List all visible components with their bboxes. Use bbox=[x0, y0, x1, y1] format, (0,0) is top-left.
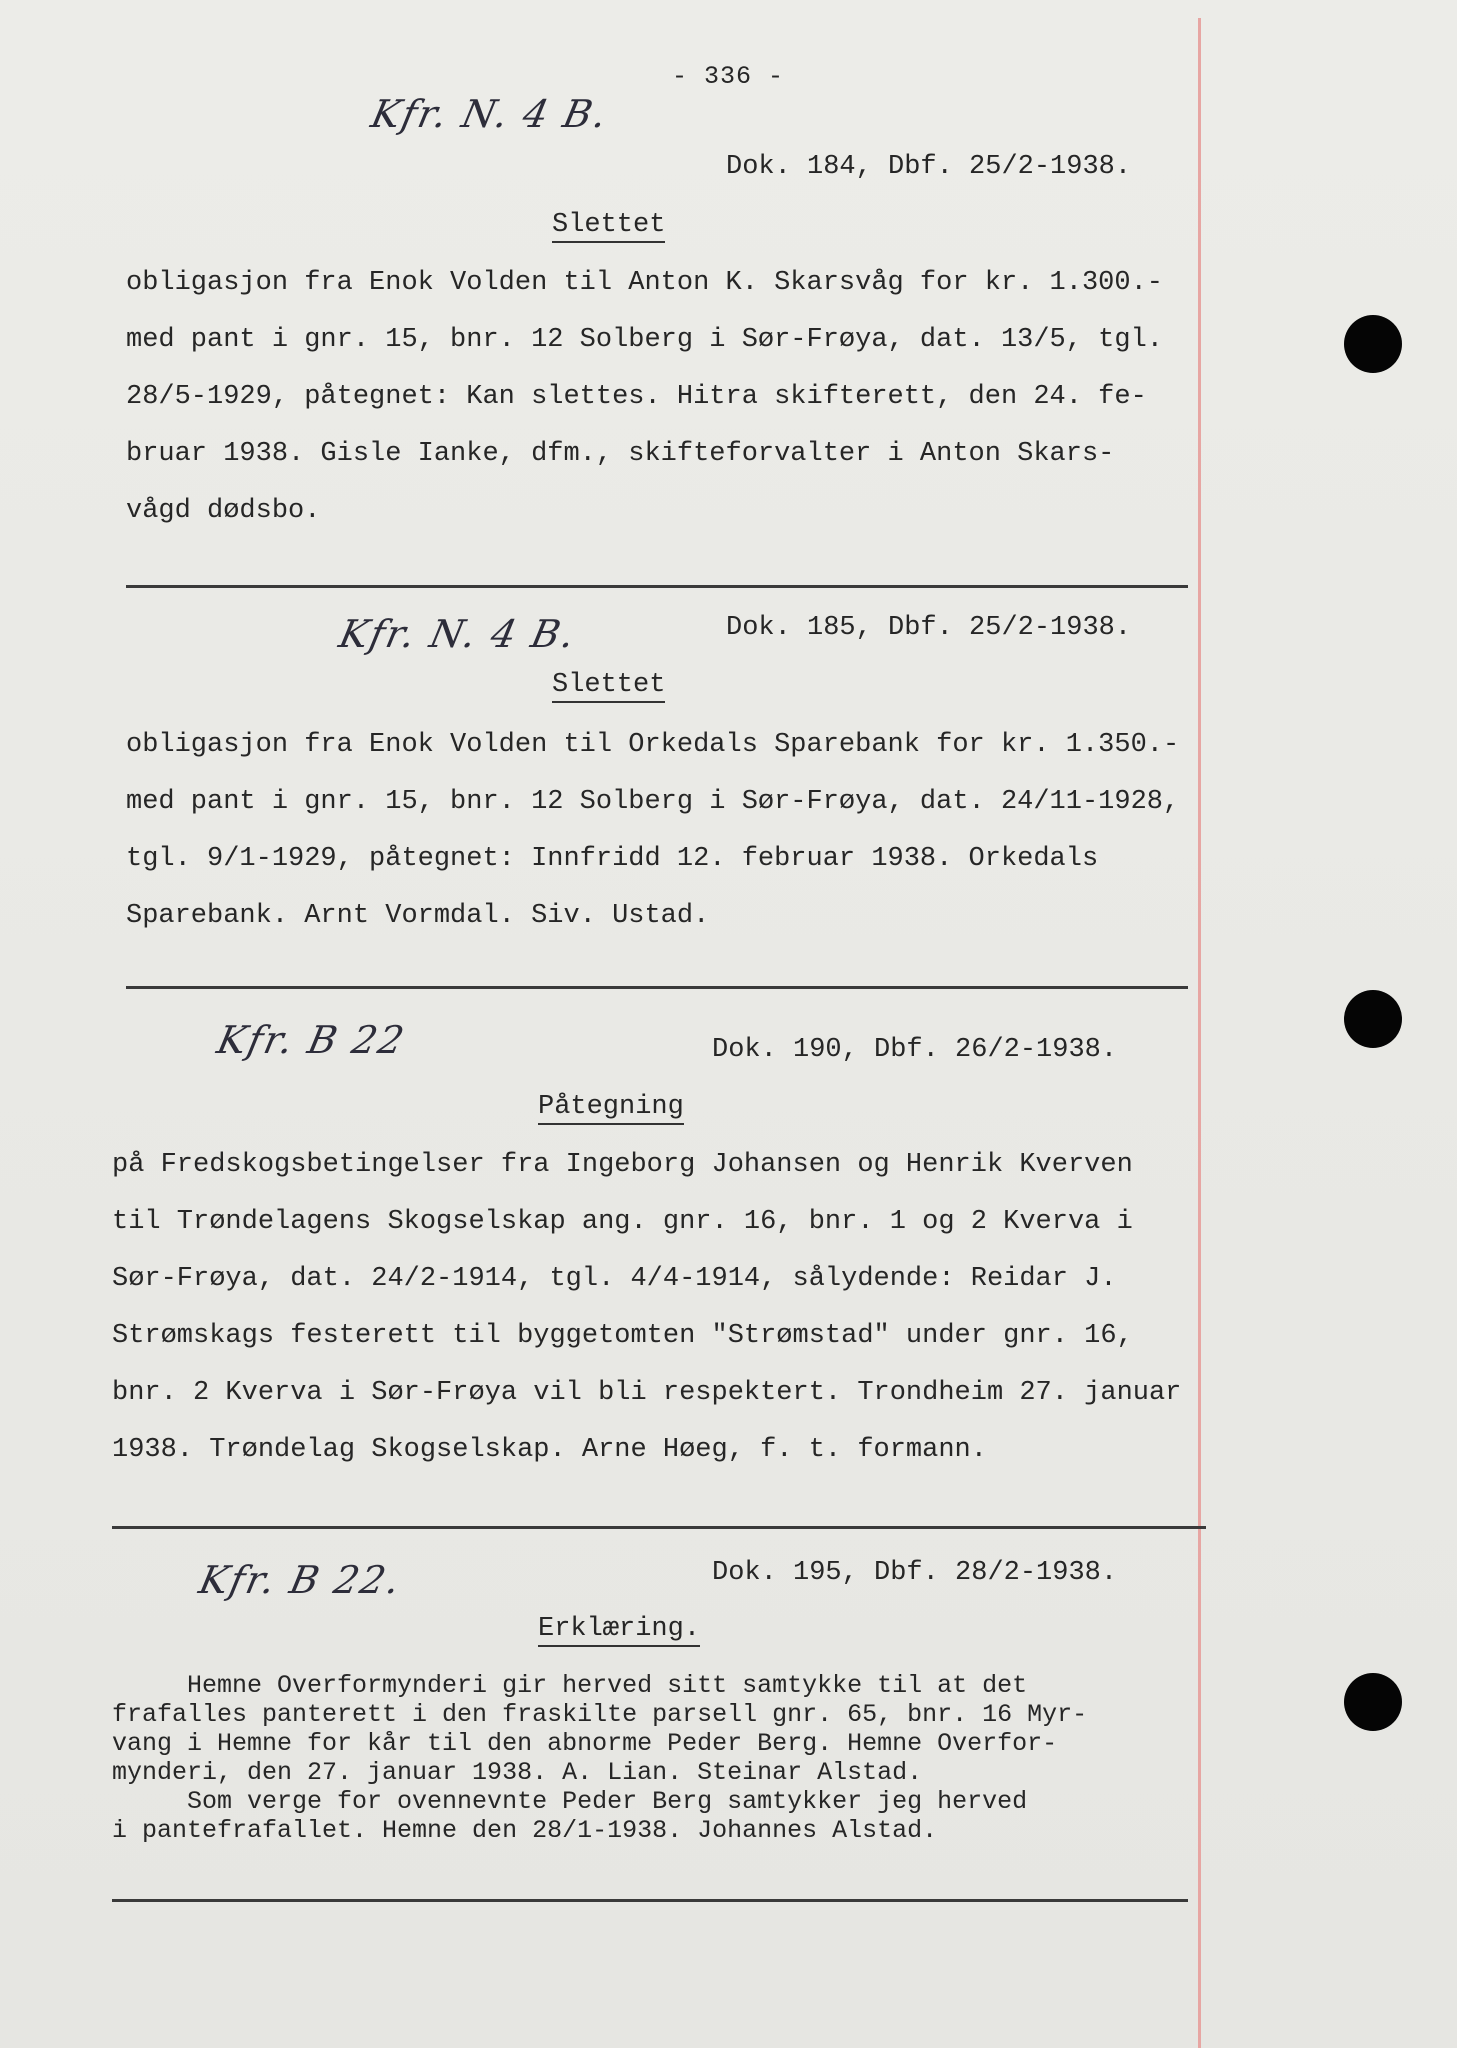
document-reference: Dok. 195, Dbf. 28/2-1938. bbox=[712, 1558, 1118, 1588]
body-line: i pantefrafallet. Hemne den 28/1-1938. Johannes Alstad. bbox=[112, 1816, 938, 1845]
red-margin-line bbox=[1198, 18, 1201, 2048]
separator-line bbox=[126, 986, 1188, 989]
body-line: til Trøndelagens Skogselskap ang. gnr. 16, bnr. 1 og 2 Kverva i bbox=[112, 1207, 1133, 1237]
entry-heading: Erklæring. bbox=[538, 1614, 700, 1647]
body-line: vang i Hemne for kår til den abnorme Peder Berg. Hemne Overfor- bbox=[112, 1729, 1058, 1758]
punch-hole-top bbox=[1344, 315, 1402, 373]
entry-body bbox=[126, 717, 1179, 945]
entry-heading: Påtegning bbox=[538, 1092, 684, 1125]
entry-body bbox=[126, 255, 1163, 540]
body-line: Sparebank. Arnt Vormdal. Siv. Ustad. bbox=[126, 901, 710, 931]
body-line: Sør-Frøya, dat. 24/2-1914, tgl. 4/4-1914, sålydende: Reidar J. bbox=[112, 1264, 1117, 1294]
body-line: obligasjon fra Enok Volden til Orkedals Sparebank for kr. 1.350.- bbox=[126, 730, 1180, 760]
handwritten-annotation: Kfr. B 22. bbox=[195, 1558, 406, 1602]
body-line: tgl. 9/1-1929, påtegnet: Innfridd 12. februar 1938. Orkedals bbox=[126, 844, 1099, 874]
body-line: obligasjon fra Enok Volden til Anton K. Skarsvåg for kr. 1.300.- bbox=[126, 268, 1163, 298]
handwritten-annotation: Kfr. N. 4 B. bbox=[367, 92, 613, 136]
body-line: Hemne Overformynderi gir herved sitt samtykke til at det bbox=[112, 1671, 1028, 1700]
body-line: bruar 1938. Gisle Ianke, dfm., skifteforvalter i Anton Skars- bbox=[126, 439, 1115, 469]
entry-heading: Slettet bbox=[552, 210, 665, 243]
body-line: bnr. 2 Kverva i Sør-Frøya vil bli respektert. Trondheim 27. januar bbox=[112, 1378, 1182, 1408]
separator-line bbox=[126, 585, 1188, 588]
separator-line bbox=[112, 1526, 1206, 1529]
body-line: 1938. Trøndelag Skogselskap. Arne Høeg, f. t. formann. bbox=[112, 1435, 987, 1465]
punch-hole-middle bbox=[1344, 990, 1402, 1048]
body-line: med pant i gnr. 15, bnr. 12 Solberg i Sør-Frøya, dat. 24/11-1928, bbox=[126, 787, 1180, 817]
body-line: med pant i gnr. 15, bnr. 12 Solberg i Sør-Frøya, dat. 13/5, tgl. bbox=[126, 325, 1163, 355]
entry-body bbox=[112, 1137, 1181, 1479]
page-number: - 336 - bbox=[672, 62, 785, 91]
entry-body bbox=[112, 1671, 1087, 1845]
document-reference: Dok. 184, Dbf. 25/2-1938. bbox=[726, 152, 1132, 182]
body-line: Strømskags festerett til byggetomten "Strømstad" under gnr. 16, bbox=[112, 1321, 1133, 1351]
document-reference: Dok. 185, Dbf. 25/2-1938. bbox=[726, 613, 1132, 643]
body-line: på Fredskogsbetingelser fra Ingeborg Johansen og Henrik Kverven bbox=[112, 1150, 1133, 1180]
handwritten-annotation: Kfr. B 22 bbox=[213, 1018, 410, 1062]
body-line: Som verge for ovennevnte Peder Berg samtykker jeg herved bbox=[112, 1787, 1028, 1816]
body-line: frafalles panterett i den fraskilte parsell gnr. 65, bnr. 16 Myr- bbox=[112, 1700, 1088, 1729]
body-line: mynderi, den 27. januar 1938. A. Lian. Steinar Alstad. bbox=[112, 1758, 923, 1787]
document-reference: Dok. 190, Dbf. 26/2-1938. bbox=[712, 1035, 1118, 1065]
separator-line bbox=[112, 1899, 1188, 1902]
punch-hole-bottom bbox=[1344, 1673, 1402, 1731]
body-line: vågd dødsbo. bbox=[126, 496, 321, 526]
body-line: 28/5-1929, påtegnet: Kan slettes. Hitra skifterett, den 24. fe- bbox=[126, 382, 1147, 412]
handwritten-annotation: Kfr. N. 4 B. bbox=[335, 612, 581, 656]
entry-heading: Slettet bbox=[552, 670, 665, 703]
